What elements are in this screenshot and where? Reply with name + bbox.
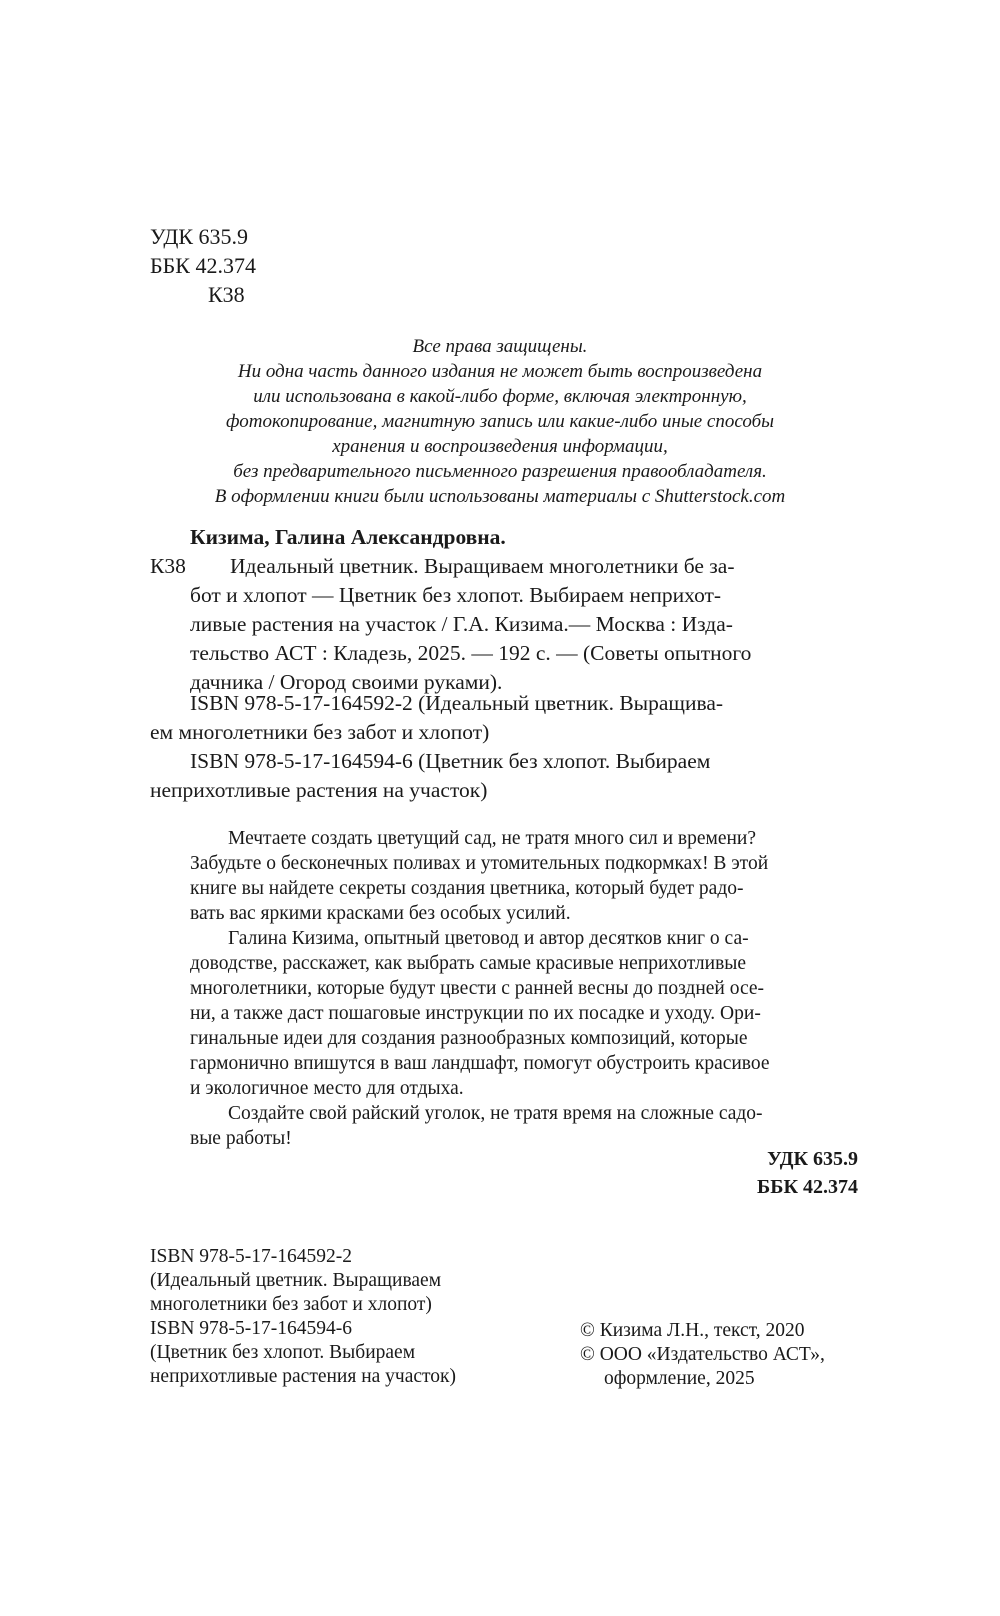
- annotation-line: Создайте свой райский уголок, не тратя время на сложные садо-: [228, 1103, 763, 1124]
- annotation-line: Забудьте о бесконечных поливах и утомительных подкормках! В этой: [190, 853, 769, 874]
- rights-line: или использована в какой-либо форме, включая электронную,: [253, 386, 747, 407]
- isbn-line: многолетники без забот и хлопот): [150, 1294, 432, 1315]
- isbn-description: [150, 689, 860, 805]
- annotation-line: доводстве, расскажет, как выбрать самые красивые неприхотливые: [190, 953, 747, 974]
- rights-line: В оформлении книги были использованы материалы с Shutterstock.com: [214, 486, 786, 507]
- udk-code: УДК 635.9: [150, 224, 249, 249]
- annotation-line: Мечтаете создать цветущий сад, не тратя много сил и времени?: [228, 828, 757, 849]
- description-line: ливые растения на участок / Г.А. Кизима.— Москва : Изда-: [190, 612, 733, 636]
- annotation: [190, 826, 860, 1151]
- udk-bbk-right: [757, 1145, 858, 1201]
- bibliographic-record: [150, 523, 860, 697]
- description-line: Идеальный цветник. Выращиваем многолетники бе за-: [230, 554, 735, 578]
- author-sign-code: К38: [150, 554, 186, 578]
- bbk-code: ББК 42.374: [150, 253, 256, 278]
- annotation-paragraph: [190, 1101, 860, 1151]
- annotation-line: книге вы найдете секреты создания цветника, который будет радо-: [190, 878, 744, 899]
- description-line: дачника / Огород своими руками).: [190, 670, 503, 694]
- annotation-line: гармонично впишутся в ваш ландшафт, помогут обустроить красивое: [190, 1053, 770, 1074]
- copyright-line: оформление, 2025: [604, 1368, 755, 1389]
- isbn-list: [150, 1245, 456, 1389]
- annotation-line: многолетники, которые будут цвести с ранней весны до поздней осе-: [190, 978, 765, 999]
- copyright-line: © Кизима Л.Н., текст, 2020: [580, 1320, 805, 1341]
- annotation-line: и экологичное место для отдыха.: [190, 1078, 464, 1099]
- rights-line: Все права защищены.: [412, 336, 588, 357]
- annotation-line: ни, а также даст пошаговые инструкции по их посадке и уходу. Ори-: [190, 1003, 761, 1024]
- annotation-paragraph: [190, 926, 860, 1101]
- rights-line: фотокопирование, магнитную запись или какие-либо иные способы: [225, 411, 774, 432]
- author-sign: К38: [208, 282, 245, 307]
- isbn-line: ISBN 978-5-17-164592-2 (Идеальный цветник. Выращива-: [190, 691, 724, 715]
- rights-line: Ни одна часть данного издания не может быть воспроизведена: [237, 361, 763, 382]
- annotation-line: гинальные идеи для создания разнообразных композиций, которые: [190, 1028, 748, 1049]
- annotation-paragraph: [190, 826, 860, 926]
- copyright-notice: [580, 1319, 825, 1391]
- isbn-line: ISBN 978-5-17-164594-6 (Цветник без хлопот. Выбираем: [190, 749, 711, 773]
- author-heading: Кизима, Галина Александровна.: [190, 525, 506, 549]
- isbn-line: неприхотливые растения на участок): [150, 778, 488, 802]
- copyright-line: © ООО «Издательство АСТ»,: [580, 1344, 825, 1365]
- rights-notice: [150, 334, 850, 509]
- isbn-line: (Цветник без хлопот. Выбираем: [150, 1342, 416, 1363]
- isbn-line: (Идеальный цветник. Выращиваем: [150, 1270, 442, 1291]
- description-line: бот и хлопот — Цветник без хлопот. Выбираем неприхот-: [190, 583, 722, 607]
- rights-line: хранения и воспроизведения информации,: [332, 436, 668, 457]
- description-line: тельство АСТ : Кладезь, 2025. — 192 с. — (Советы опытного: [190, 641, 752, 665]
- annotation-line: Галина Кизима, опытный цветовод и автор десятков книг о са-: [228, 928, 749, 949]
- annotation-line: вать вас яркими красками без особых усилий.: [190, 903, 571, 924]
- isbn-line: ISBN 978-5-17-164592-2: [150, 1246, 353, 1267]
- rights-line: без предварительного письменного разрешения правообладателя.: [233, 461, 767, 482]
- classification-block: [150, 222, 256, 309]
- bbk-code: ББК 42.374: [757, 1176, 858, 1198]
- isbn-line: неприхотливые растения на участок): [150, 1366, 457, 1387]
- annotation-line: вые работы!: [190, 1128, 292, 1149]
- udk-code: УДК 635.9: [767, 1148, 858, 1170]
- isbn-line: ISBN 978-5-17-164594-6: [150, 1318, 353, 1339]
- isbn-line: ем многолетники без забот и хлопот): [150, 720, 490, 744]
